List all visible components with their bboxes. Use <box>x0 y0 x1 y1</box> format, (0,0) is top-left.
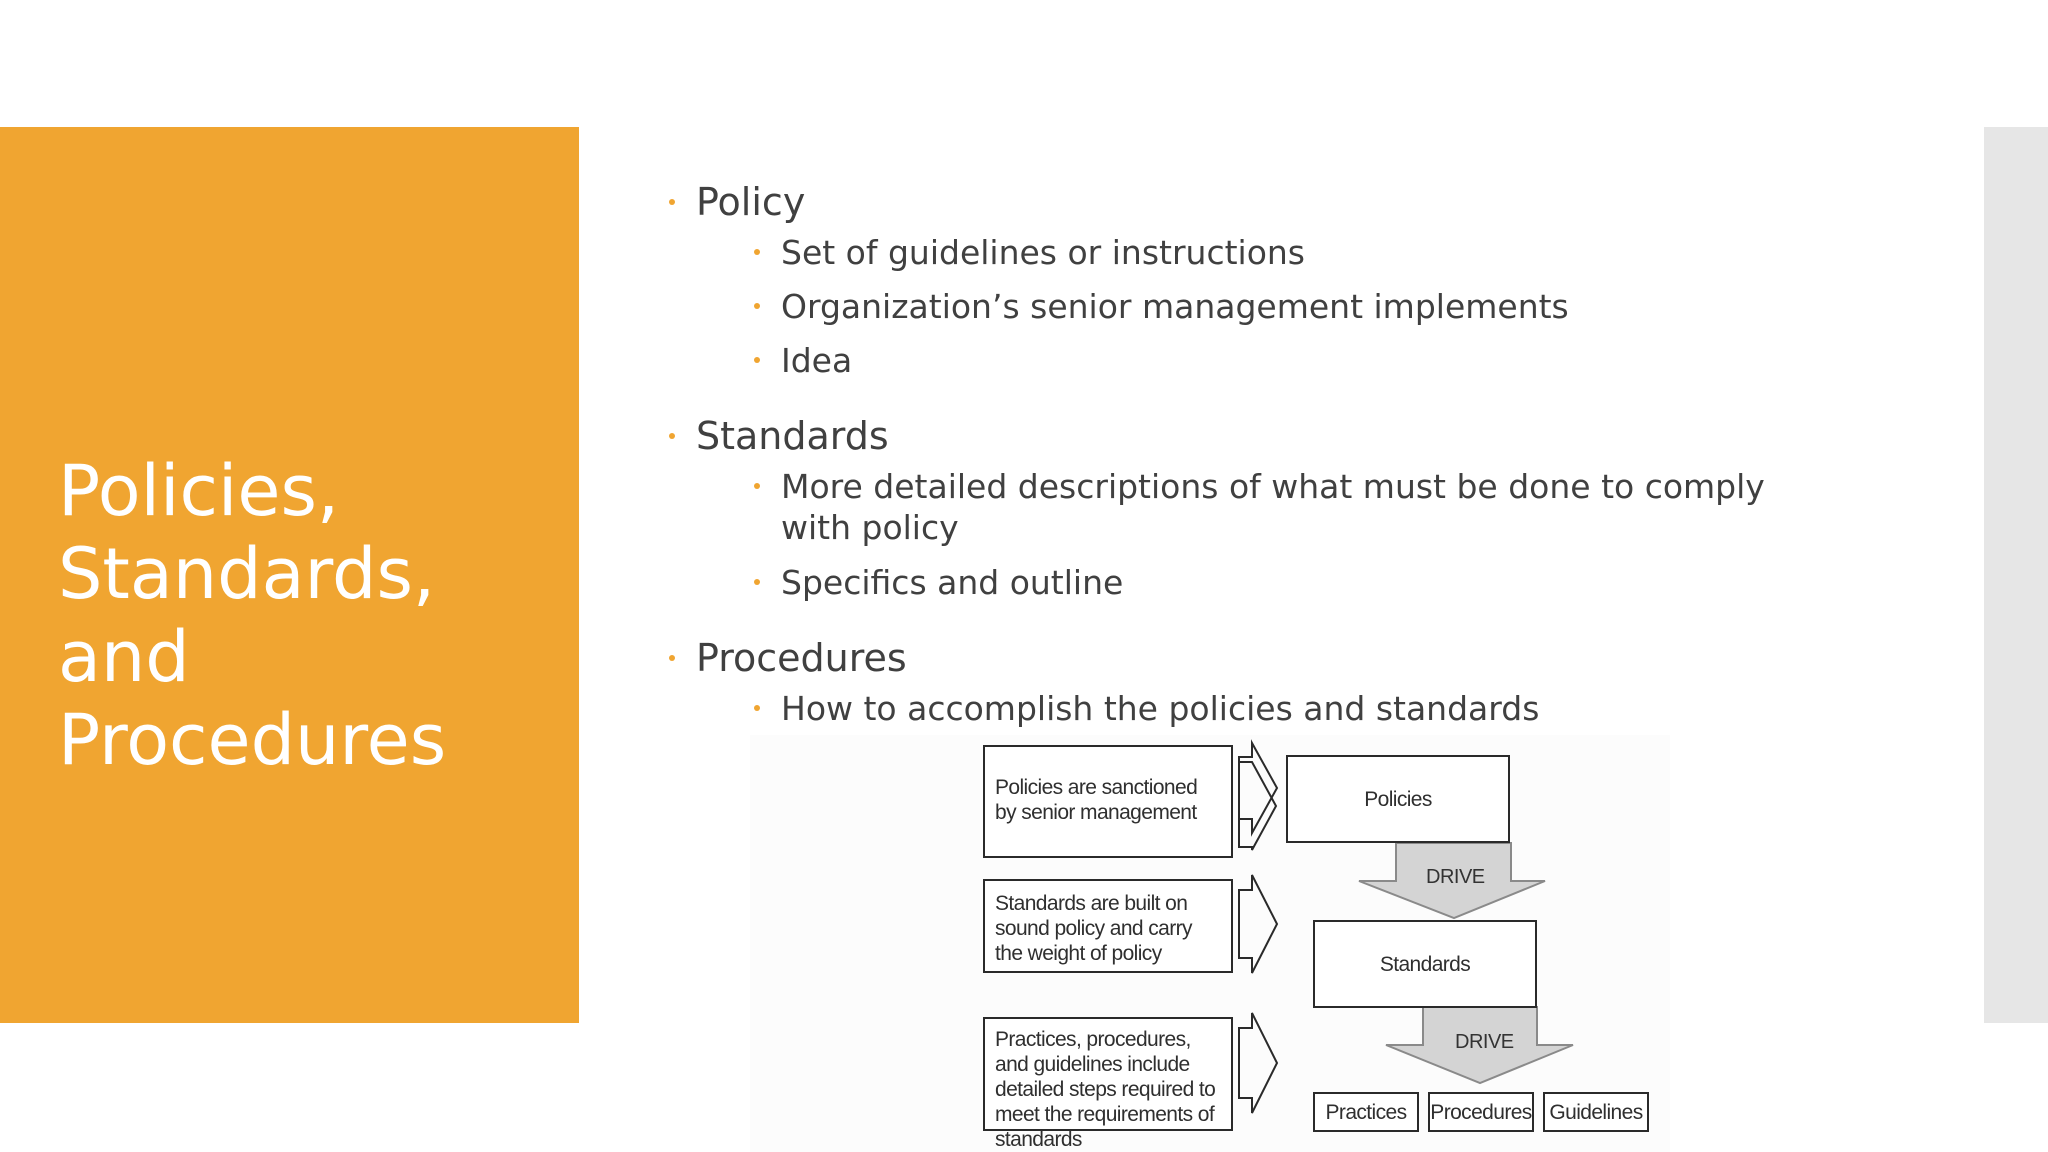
sub-bullet <box>781 562 1123 603</box>
bullet-dot <box>669 433 675 439</box>
slide-title: Policies, Standards, and Procedures <box>58 450 447 781</box>
standards-box: Standards <box>1313 920 1537 1008</box>
right-arrow-icon <box>1239 743 1277 833</box>
standards-description-box: Standards are built on sound policy and carry the weight of policy <box>983 879 1233 973</box>
bullet-text: Standards <box>696 414 889 458</box>
bullet-dot <box>669 199 675 205</box>
bullet-dot <box>754 483 760 489</box>
policies-description-box: Policies are sanctioned by senior management <box>983 745 1233 858</box>
sub-bullet <box>781 340 852 381</box>
sub-bullet-text: Idea <box>781 341 853 380</box>
bullet-dot <box>754 303 760 309</box>
sub-bullet-text: More detailed descriptions of what must be done to comply with policy <box>781 467 1765 547</box>
sub-bullet-text: Specifics and outline <box>781 563 1124 602</box>
right-arrow-icon <box>1239 875 1277 973</box>
bullet-dot <box>669 655 675 661</box>
sub-bullet <box>781 232 1305 273</box>
bullet-text: Policy <box>696 180 806 224</box>
bullet-dot <box>754 579 760 585</box>
bullet-procedures <box>696 636 907 680</box>
procedures-box: Procedures <box>1428 1092 1534 1132</box>
drive-label: DRIVE <box>1426 866 1485 888</box>
practices-box: Practices <box>1313 1092 1419 1132</box>
sub-bullet <box>781 466 1831 548</box>
sub-bullet-text: Set of guidelines or instructions <box>781 233 1305 272</box>
bullet-dot <box>754 705 760 711</box>
policy-hierarchy-diagram <box>750 735 1670 1152</box>
sub-bullet-text: Organization’s senior management implements <box>781 287 1569 326</box>
guidelines-box: Guidelines <box>1543 1092 1649 1132</box>
bullet-standards <box>696 414 889 458</box>
bullet-text: Procedures <box>696 636 907 680</box>
practices-description-box: Practices, procedures, and guidelines include detailed steps required to meet the requirements of standards <box>983 1017 1233 1131</box>
bullet-dot <box>754 357 760 363</box>
sub-bullet <box>781 286 1569 327</box>
sub-bullet-text: How to accomplish the policies and standards <box>781 689 1540 728</box>
drive-label: DRIVE <box>1455 1031 1514 1053</box>
bullet-dot <box>754 249 760 255</box>
sub-bullet <box>781 688 1539 729</box>
policies-box: Policies <box>1286 755 1510 843</box>
right-arrow-icon <box>1239 1013 1277 1113</box>
bullet-policy <box>696 180 805 224</box>
